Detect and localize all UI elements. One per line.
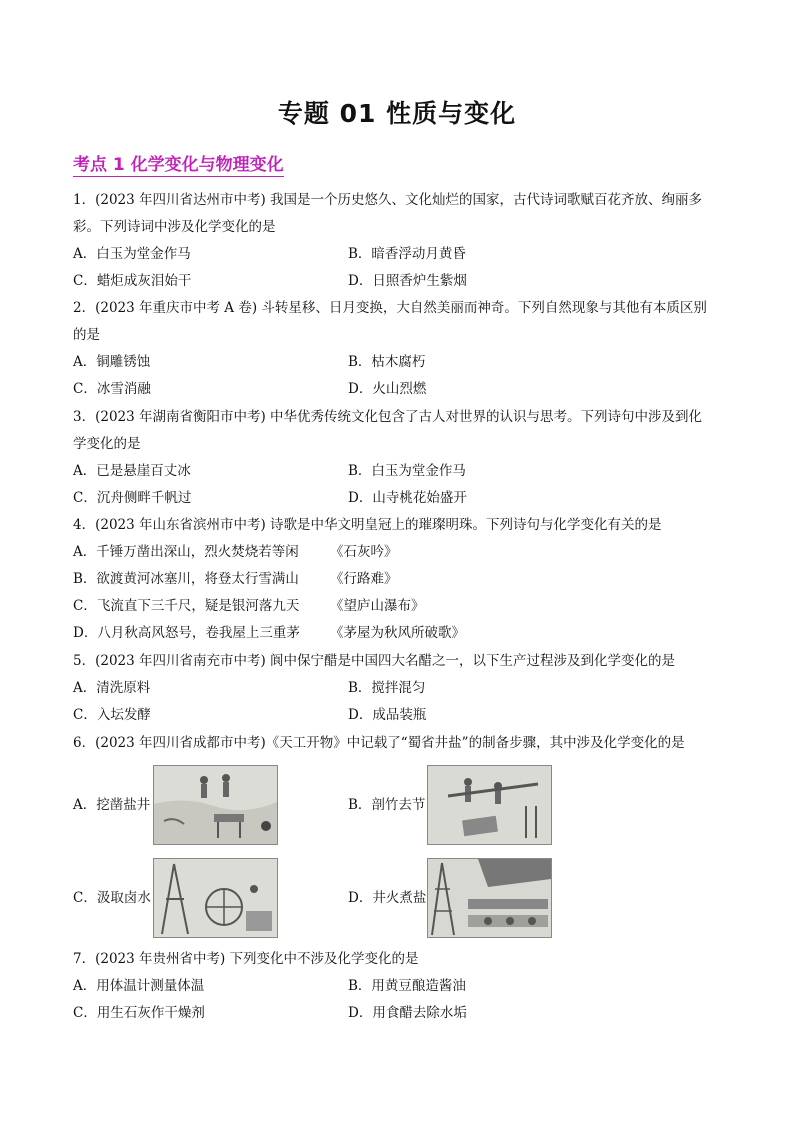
brine-drawing-illustration (154, 859, 277, 937)
q2-stem-line2: 的是 (73, 327, 100, 343)
q4-option-b-source: 《行路难》 (330, 571, 398, 587)
q6-option-d-image (427, 858, 552, 938)
q7-option-b: B．用黄豆酿造酱油 (348, 978, 466, 994)
q4-option-a-source: 《石灰吟》 (330, 544, 398, 560)
q6-option-b: B．剖竹去节 (348, 797, 426, 813)
q1-option-c: C．蜡炬成灰泪始干 (73, 273, 192, 289)
q3-option-a: A．已是悬崖百丈冰 (73, 463, 191, 479)
q7-option-a: A．用体温计测量体温 (73, 978, 205, 994)
q6-option-c: C．汲取卤水 (73, 890, 151, 906)
q6-option-a: A．挖凿盐井 (73, 797, 151, 813)
section-heading: 考点 1 化学变化与物理变化 (73, 150, 284, 177)
q3-option-b: B．白玉为堂金作马 (348, 463, 466, 479)
q6-option-d: D．井火煮盐 (348, 890, 427, 906)
q6-option-c-image (153, 858, 278, 938)
q7-option-d: D．用食醋去除水垢 (348, 1005, 467, 1021)
q3-option-d: D．山寺桃花始盛开 (348, 490, 467, 506)
q4-option-d-source: 《茅屋为秋风所破歌》 (330, 625, 465, 641)
q6-option-a-image (153, 765, 278, 845)
q2-option-b: B．枯木腐朽 (348, 354, 426, 370)
q2-option-c: C．冰雪消融 (73, 381, 151, 397)
q7-stem-line1: 7．(2023 年贵州省中考) 下列变化中不涉及化学变化的是 (73, 951, 419, 967)
q5-option-c: C．入坛发酵 (73, 707, 151, 723)
q1-option-b: B．暗香浮动月黄昏 (348, 246, 466, 262)
page-title: 专题 01 性质与变化 (277, 99, 517, 128)
q5-option-d: D．成品装瓶 (348, 707, 427, 723)
q4-option-b: B．欲渡黄河冰塞川，将登太行雪满山 (73, 571, 299, 587)
salt-well-digging-illustration (154, 766, 277, 844)
q1-option-d: D．日照香炉生紫烟 (348, 273, 467, 289)
q4-option-c: C．飞流直下三千尺，疑是银河落九天 (73, 598, 300, 614)
q5-option-a: A．清洗原料 (73, 680, 151, 696)
q1-stem-line2: 彩。下列诗词中涉及化学变化的是 (73, 219, 276, 235)
q4-option-d: D．八月秋高风怒号，卷我屋上三重茅 (73, 625, 300, 641)
q4-option-a: A．千锤万凿出深山，烈火焚烧若等闲 (73, 544, 299, 560)
q3-stem-line2: 学变化的是 (73, 436, 141, 452)
q5-option-b: B．搅拌混匀 (348, 680, 426, 696)
q1-stem-line1: 1．(2023 年四川省达州市中考) 我国是一个历史悠久、文化灿烂的国家，古代诗词歌赋百花齐放、绚丽多 (73, 192, 703, 208)
salt-boiling-illustration (428, 859, 551, 937)
q2-option-a: A．铜雕锈蚀 (73, 354, 151, 370)
bamboo-splitting-illustration (428, 766, 551, 844)
q2-stem-line1: 2．(2023 年重庆市中考 A 卷) 斗转星移、日月变换，大自然美丽而神奇。下列自然现象与其他有本质区别 (73, 300, 707, 316)
q6-stem-line1: 6．(2023 年四川省成都市中考)《天工开物》中记载了“蜀省井盐”的制备步骤，其中涉及化学变化的是 (73, 735, 685, 751)
q2-option-d: D．火山烈燃 (348, 381, 427, 397)
q4-stem-line1: 4．(2023 年山东省滨州市中考) 诗歌是中华文明皇冠上的璀璨明珠。下列诗句与化学变化有关的是 (73, 517, 662, 533)
q5-stem-line1: 5．(2023 年四川省南充市中考) 阆中保宁醋是中国四大名醋之一，以下生产过程涉及到化学变化的是 (73, 653, 676, 669)
q7-option-c: C．用生石灰作干燥剂 (73, 1005, 205, 1021)
q3-option-c: C．沉舟侧畔千帆过 (73, 490, 192, 506)
q1-option-a: A．白玉为堂金作马 (73, 246, 191, 262)
q3-stem-line1: 3．(2023 年湖南省衡阳市中考) 中华优秀传统文化包含了古人对世界的认识与思考。下列诗句中涉及到化 (73, 409, 703, 425)
q4-option-c-source: 《望庐山瀑布》 (330, 598, 425, 614)
q6-option-b-image (427, 765, 552, 845)
